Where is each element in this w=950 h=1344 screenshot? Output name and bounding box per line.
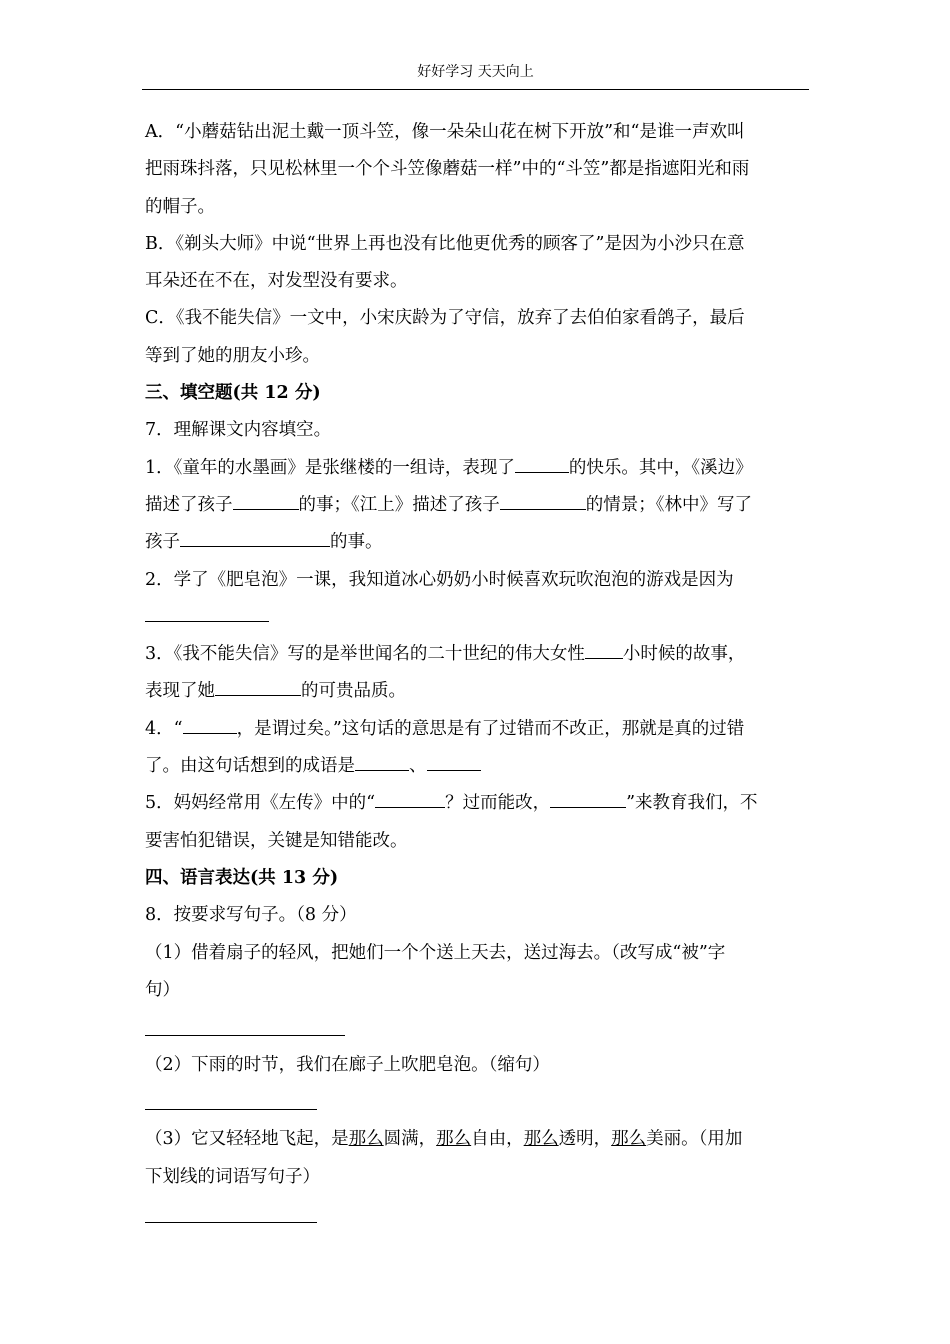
q7-4-text: ，是谓过矣。”这句话的意思是有了过错而不改正，那就是真的过错 [236, 718, 745, 739]
answer-line[interactable] [145, 1109, 317, 1110]
q7-3-text: 表现了她 [145, 681, 215, 702]
blank-field[interactable] [183, 714, 237, 733]
blank-field[interactable] [215, 677, 301, 696]
underlined-word: 那么 [611, 1129, 647, 1150]
q7-3-text: 的可贵品质。 [301, 681, 406, 702]
q7-item-5-line-2: 要害怕犯错误，关键是知错能改。 [145, 830, 408, 851]
q7-item-5-line-1 [145, 785, 807, 822]
q7-1-text: 的事。 [330, 532, 383, 553]
q8-3-text: 圆满， [383, 1129, 437, 1150]
page-content [145, 114, 807, 1233]
blank-field[interactable] [550, 789, 626, 808]
q8-3-text: 自由， [471, 1129, 524, 1150]
answer-line[interactable] [145, 1222, 317, 1223]
option-a-line-1: A．“小蘑菇钻出泥土戴一顶斗笠，像一朵朵山花在树下开放”和“是谁一声欢叫 [145, 122, 745, 142]
question-8-title: 8．按要求写句子。（8 分） [145, 905, 357, 926]
q7-item-1-line-3 [145, 524, 807, 561]
q7-5-text: ”来教育我们，不 [626, 793, 758, 814]
q7-4-text: 、 [409, 756, 427, 777]
underlined-word: 那么 [436, 1129, 472, 1150]
option-c-line-2: 等到了她的朋友小珍。 [145, 345, 320, 366]
q7-item-2-answer-line [145, 599, 807, 636]
option-b-line-1: B．《剃头大师》中说“世界上再也没有比他更优秀的顾客了”是因为小沙只在意 [145, 233, 745, 254]
q7-item-1-line-2 [145, 487, 807, 524]
blank-field[interactable] [375, 789, 445, 808]
q8-item-1-line-1: （1）借着扇子的轻风，把她们一个个送上天去，送过海去。（改写成“被”字 [145, 942, 726, 963]
blank-field[interactable] [515, 453, 569, 472]
q7-item-3-line-2 [145, 673, 807, 710]
q7-item-4-line-1 [145, 711, 807, 748]
q8-item-2-answer-area [145, 1084, 807, 1121]
question-7-title: 7．理解课文内容填空。 [145, 420, 332, 441]
q7-item-2-line-1: 2．学了《肥皂泡》一课，我知道冰心奶奶小时候喜欢玩吹泡泡的游戏是因为 [145, 569, 734, 590]
blank-field[interactable] [585, 640, 623, 659]
q7-1-text: 的事；《江上》描述了孩子 [298, 494, 500, 515]
q8-item-3-line-2: 下划线的词语写句子） [145, 1166, 320, 1187]
q8-item-2-line-1: （2）下雨的时节，我们在廊子上吹肥皂泡。（缩句） [145, 1055, 550, 1076]
q7-item-1-line-1 [145, 450, 807, 487]
q7-item-3-line-1 [145, 636, 807, 673]
header-divider [142, 89, 809, 90]
q7-5-text: 5．妈妈经常用《左传》中的“ [145, 793, 376, 814]
q7-3-text: 小时候的故事， [622, 644, 746, 665]
blank-field[interactable] [427, 752, 481, 771]
blank-field[interactable] [233, 491, 299, 510]
option-a-line-3: 的帽子。 [145, 196, 215, 217]
q7-3-text: 3．《我不能失信》写的是举世闻名的二十世纪的伟大女性 [145, 644, 585, 665]
q7-1-text: 孩子 [145, 532, 180, 553]
q8-item-1-answer-area [145, 1009, 807, 1047]
q8-item-1-line-2: 句） [145, 979, 180, 1000]
blank-field[interactable] [145, 602, 269, 621]
q8-3-text: 透明， [558, 1129, 612, 1150]
blank-field[interactable] [180, 528, 330, 547]
q8-3-text: （3）它又轻轻地飞起，是 [145, 1129, 349, 1150]
page-header: 好好学习 天天向上 [417, 64, 534, 80]
q7-4-text: 4．“ [145, 718, 183, 739]
q8-3-text: 美丽。（用加 [646, 1129, 743, 1150]
q7-1-text: 的快乐。其中，《溪边》 [568, 457, 753, 478]
blank-field[interactable] [500, 491, 586, 510]
option-c-line-1: C．《我不能失信》一文中，小宋庆龄为了守信，放弃了去伯伯家看鸽子，最后 [145, 308, 745, 329]
underlined-word: 那么 [523, 1129, 559, 1150]
q7-item-4-line-2 [145, 748, 807, 785]
option-b-line-2: 耳朵还在不在，对发型没有要求。 [145, 271, 408, 292]
q8-item-3-answer-area [145, 1196, 807, 1233]
section-3-heading: 三、填空题(共 12 分) [145, 383, 321, 404]
answer-line[interactable] [145, 1035, 345, 1036]
q7-1-text: 的情景；《林中》写了 [585, 494, 752, 515]
q8-item-3-line-1 [145, 1121, 807, 1158]
option-a-line-2: 把雨珠抖落，只见松林里一个个斗笠像蘑菇一样”中的“斗笠”都是指遮阳光和雨 [145, 159, 750, 180]
section-4-heading: 四、语言表达(共 13 分) [145, 867, 339, 888]
q7-4-text: 了。由这句话想到的成语是 [145, 756, 355, 777]
blank-field[interactable] [355, 752, 409, 771]
q7-1-text: 1．《童年的水墨画》是张继楼的一组诗，表现了 [145, 457, 515, 478]
q7-1-text: 描述了孩子 [145, 494, 233, 515]
underlined-word: 那么 [348, 1129, 384, 1150]
q7-5-text: ？过而能改， [445, 793, 551, 814]
